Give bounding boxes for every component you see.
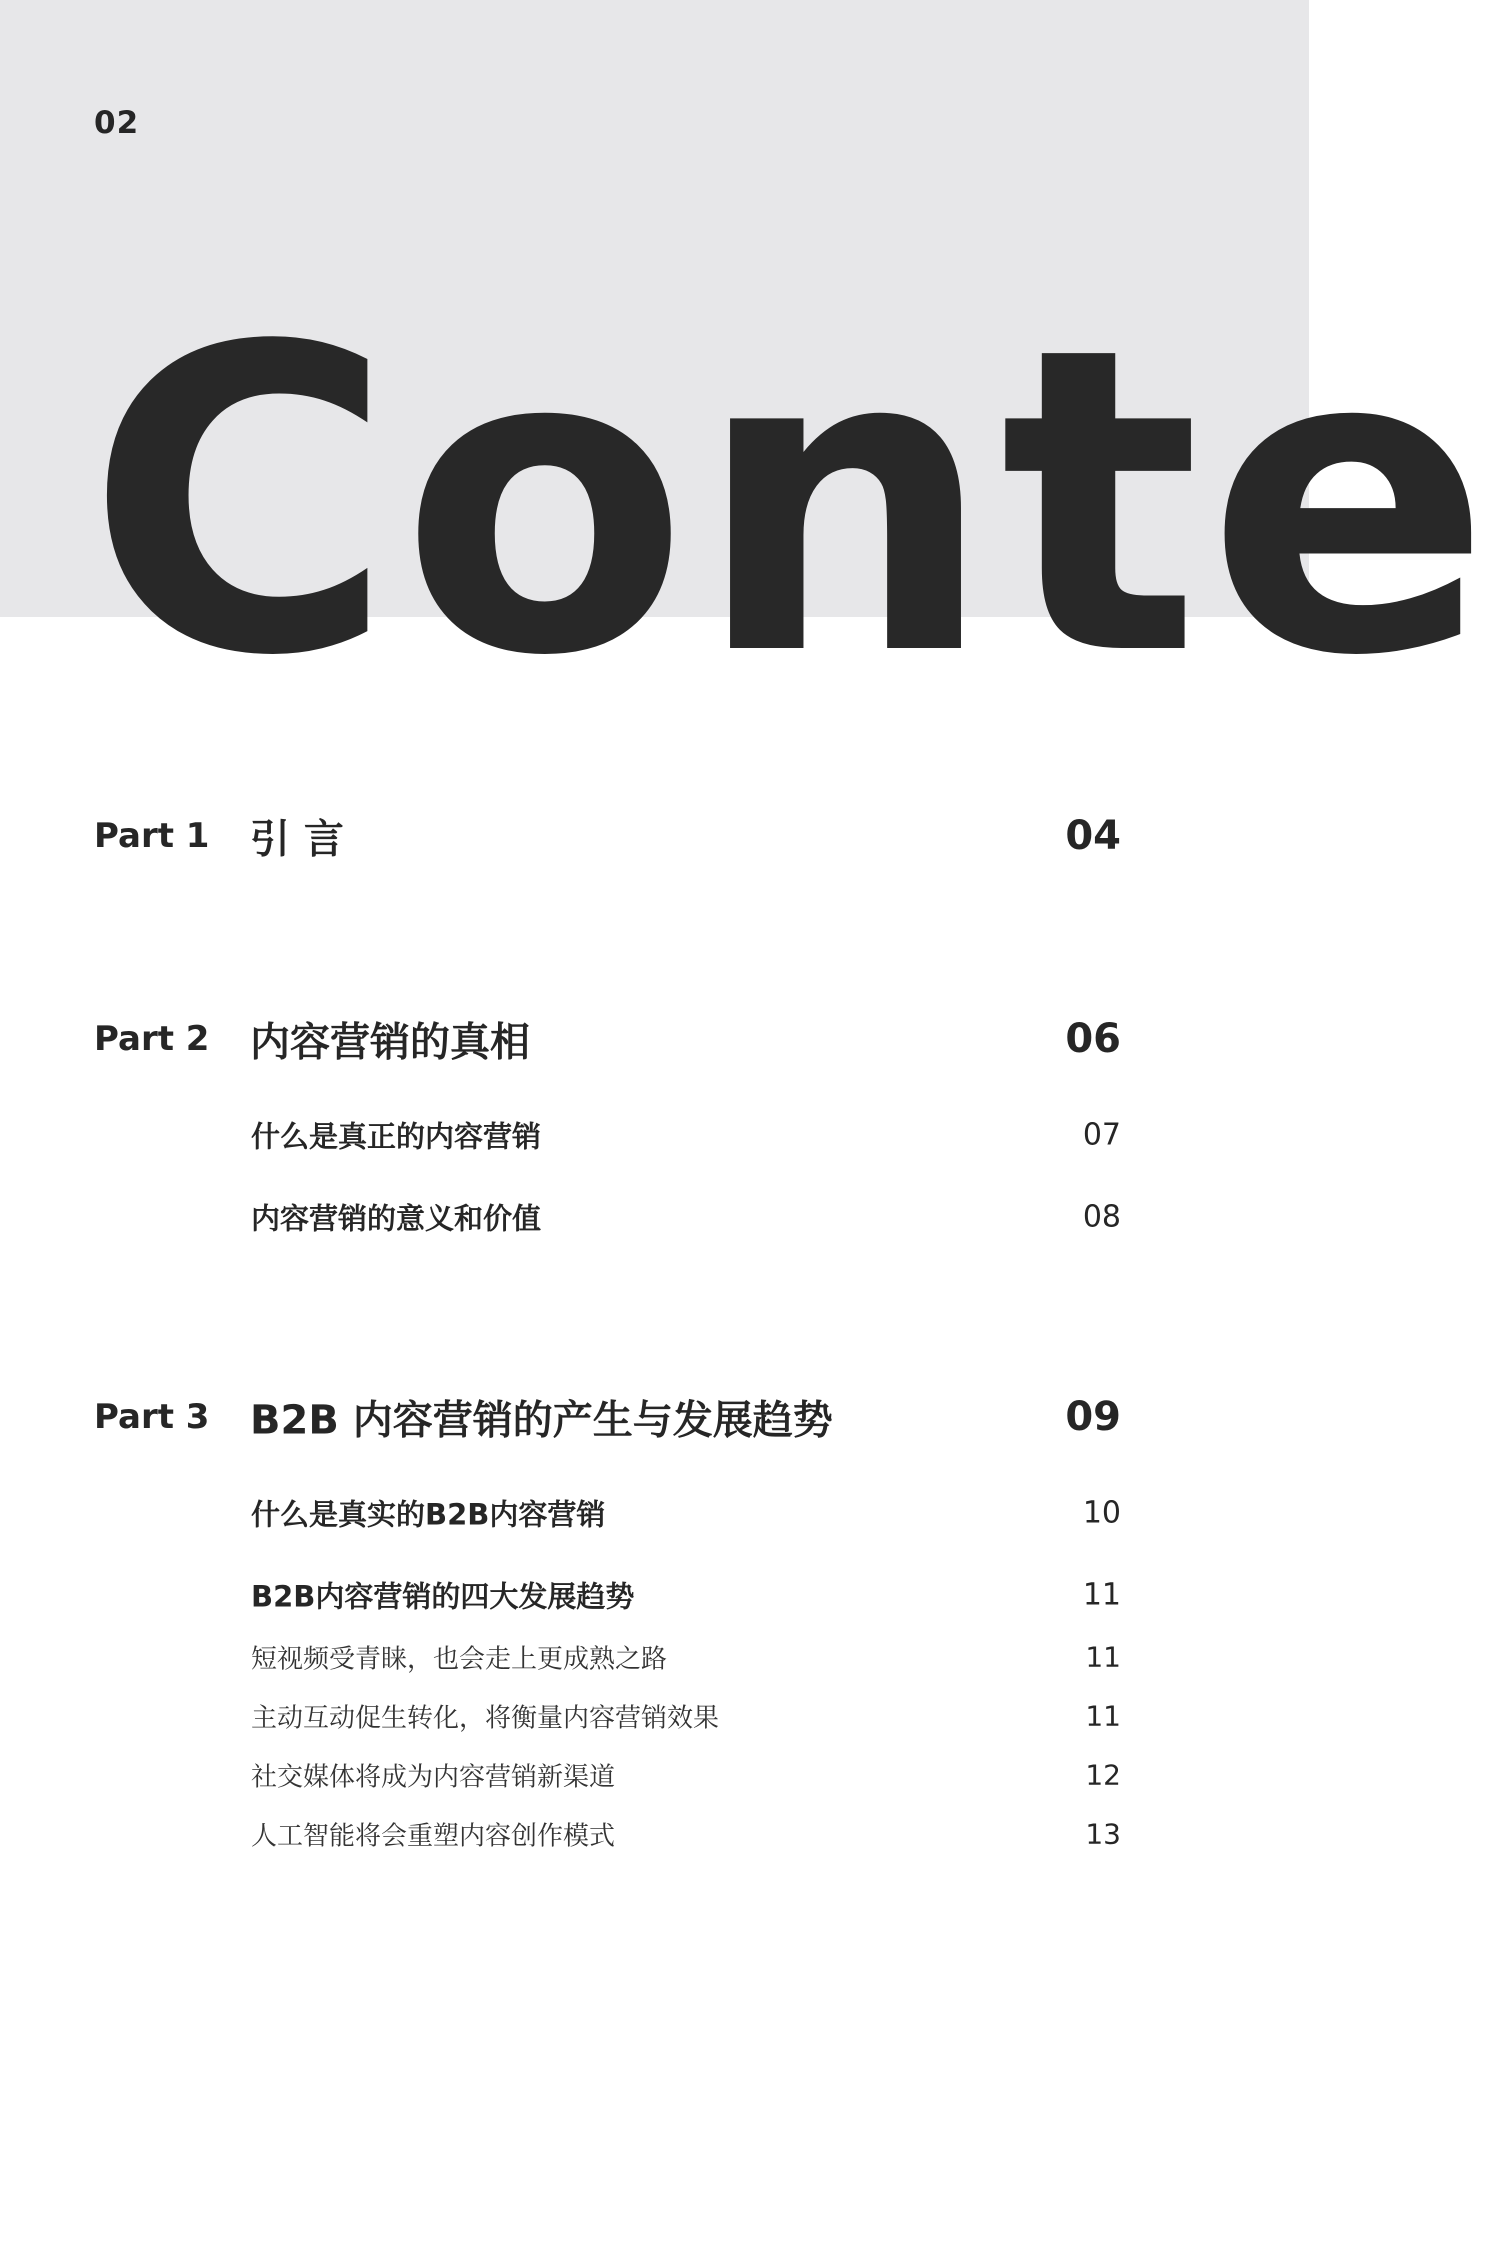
toc-item[interactable] xyxy=(0,1814,1309,1854)
toc-section[interactable] xyxy=(0,1113,1309,1157)
part-page-number: 04 xyxy=(1065,813,1121,859)
item-title: 社交媒体将成为内容营销新渠道 xyxy=(251,1762,616,1793)
toc-item[interactable] xyxy=(0,1696,1309,1736)
item-page-number: 11 xyxy=(1085,1640,1121,1674)
part-title: 内容营销的真相 xyxy=(250,1019,530,1066)
item-title: 短视频受青睐，也会走上更成熟之路 xyxy=(251,1644,668,1675)
section-page-number: 08 xyxy=(1082,1199,1121,1235)
item-title: 人工智能将会重塑内容创作模式 xyxy=(251,1821,616,1852)
toc-part-3[interactable] xyxy=(0,1387,1309,1447)
toc-section[interactable] xyxy=(0,1573,1309,1617)
section-title: B2B内容营销的四大发展趋势 xyxy=(251,1579,635,1614)
toc-part-2[interactable] xyxy=(0,1009,1309,1069)
item-title: 主动互动促生转化，将衡量内容营销效果 xyxy=(251,1703,720,1734)
item-page-number: 12 xyxy=(1085,1758,1121,1792)
section-page-number: 07 xyxy=(1082,1117,1121,1153)
part-label: Part 1 xyxy=(94,816,210,856)
toc-part-1[interactable] xyxy=(0,806,1309,866)
section-title: 什么是真实的B2B内容营销 xyxy=(251,1497,606,1532)
part-page-number: 06 xyxy=(1065,1016,1121,1062)
item-page-number: 11 xyxy=(1085,1699,1121,1733)
item-page-number: 13 xyxy=(1085,1817,1121,1851)
page-number: 02 xyxy=(94,105,140,141)
section-page-number: 11 xyxy=(1082,1577,1121,1613)
toc-section[interactable] xyxy=(0,1195,1309,1239)
toc-item[interactable] xyxy=(0,1637,1309,1677)
part-page-number: 09 xyxy=(1065,1394,1121,1440)
section-page-number: 10 xyxy=(1082,1495,1121,1531)
toc-section[interactable] xyxy=(0,1491,1309,1535)
toc-item[interactable] xyxy=(0,1755,1309,1795)
part-title: 引 言 xyxy=(250,816,344,863)
part-title: B2B 内容营销的产生与发展趋势 xyxy=(250,1397,833,1444)
section-title: 什么是真正的内容营销 xyxy=(251,1119,542,1154)
part-label: Part 2 xyxy=(94,1019,210,1059)
contents-heading: Conte xyxy=(86,259,1497,748)
part-label: Part 3 xyxy=(94,1397,210,1437)
section-title: 内容营销的意义和价值 xyxy=(251,1201,542,1236)
